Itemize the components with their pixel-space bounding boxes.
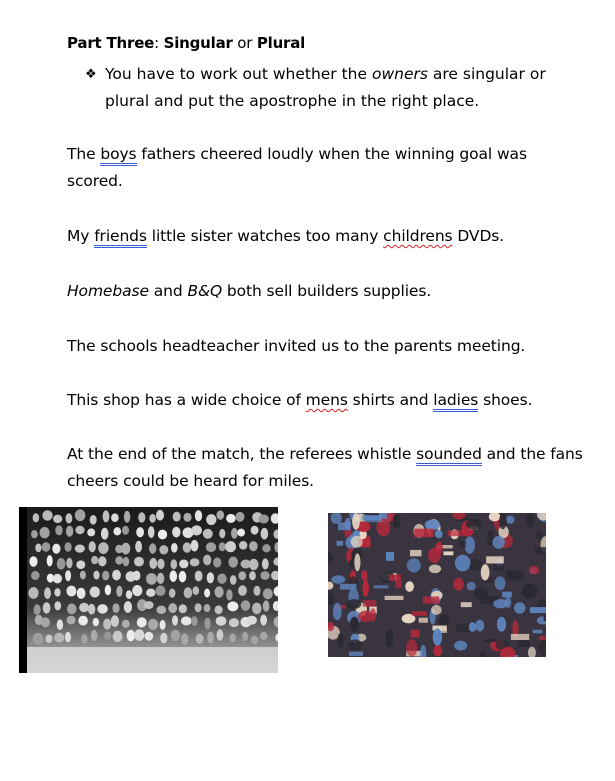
instruction-bullet [85,61,565,115]
spelling-flag-word: mens [305,391,348,409]
sentence-text: fathers cheered loudly when the winning goal was scored. [67,145,527,190]
heading-plural: Plural [256,34,306,52]
diamond-bullet-icon: ❖ [85,67,97,82]
sentence-text: DVDs. [452,227,505,245]
grammar-flag-word: sounded [416,445,482,466]
fans-photo-icon [328,513,546,657]
sentence-text: This shop has a wide choice of [67,391,306,409]
sentence-text: shirts and [347,391,434,409]
sentence-4 [67,333,587,360]
sentence-5 [67,387,587,414]
section-heading [67,34,305,52]
sentence-text: The [67,145,101,163]
sentence-text: The schools headteacher invited us to the parents meeting. [67,337,526,355]
crowd-photo-icon [19,507,278,673]
grammar-flag-word: boys [100,145,136,166]
brand-homebase: Homebase [67,282,149,300]
heading-or: or [237,34,253,52]
instruction-part: You have to work out whether the [105,65,372,83]
heading-colon: : [154,34,160,52]
sentence-1 [67,141,587,195]
grammar-flag-word: ladies [433,391,478,412]
instruction-text [105,61,565,115]
heading-part: Part Three [67,34,155,52]
sentence-text: and the fans cheers could be heard for miles. [67,445,583,490]
brand-bq: B&Q [187,282,223,300]
sentence-text: and [148,282,188,300]
sentence-text: shoes. [478,391,533,409]
spelling-flag-word: childrens [383,227,453,245]
sentence-text: At the end of the match, the referees whistle [67,445,417,463]
heading-singular: Singular [163,34,233,52]
sentence-2 [67,223,587,250]
instruction-part: are singular or plural and put the apostrophe in the right place. [105,65,546,110]
instruction-owners: owners [371,65,428,83]
grammar-flag-word: friends [94,227,147,248]
sentence-6 [67,441,587,495]
sentence-3 [67,278,587,305]
sentence-text: My [67,227,95,245]
sentence-text: little sister watches too many [146,227,384,245]
sentence-text: both sell builders supplies. [222,282,432,300]
